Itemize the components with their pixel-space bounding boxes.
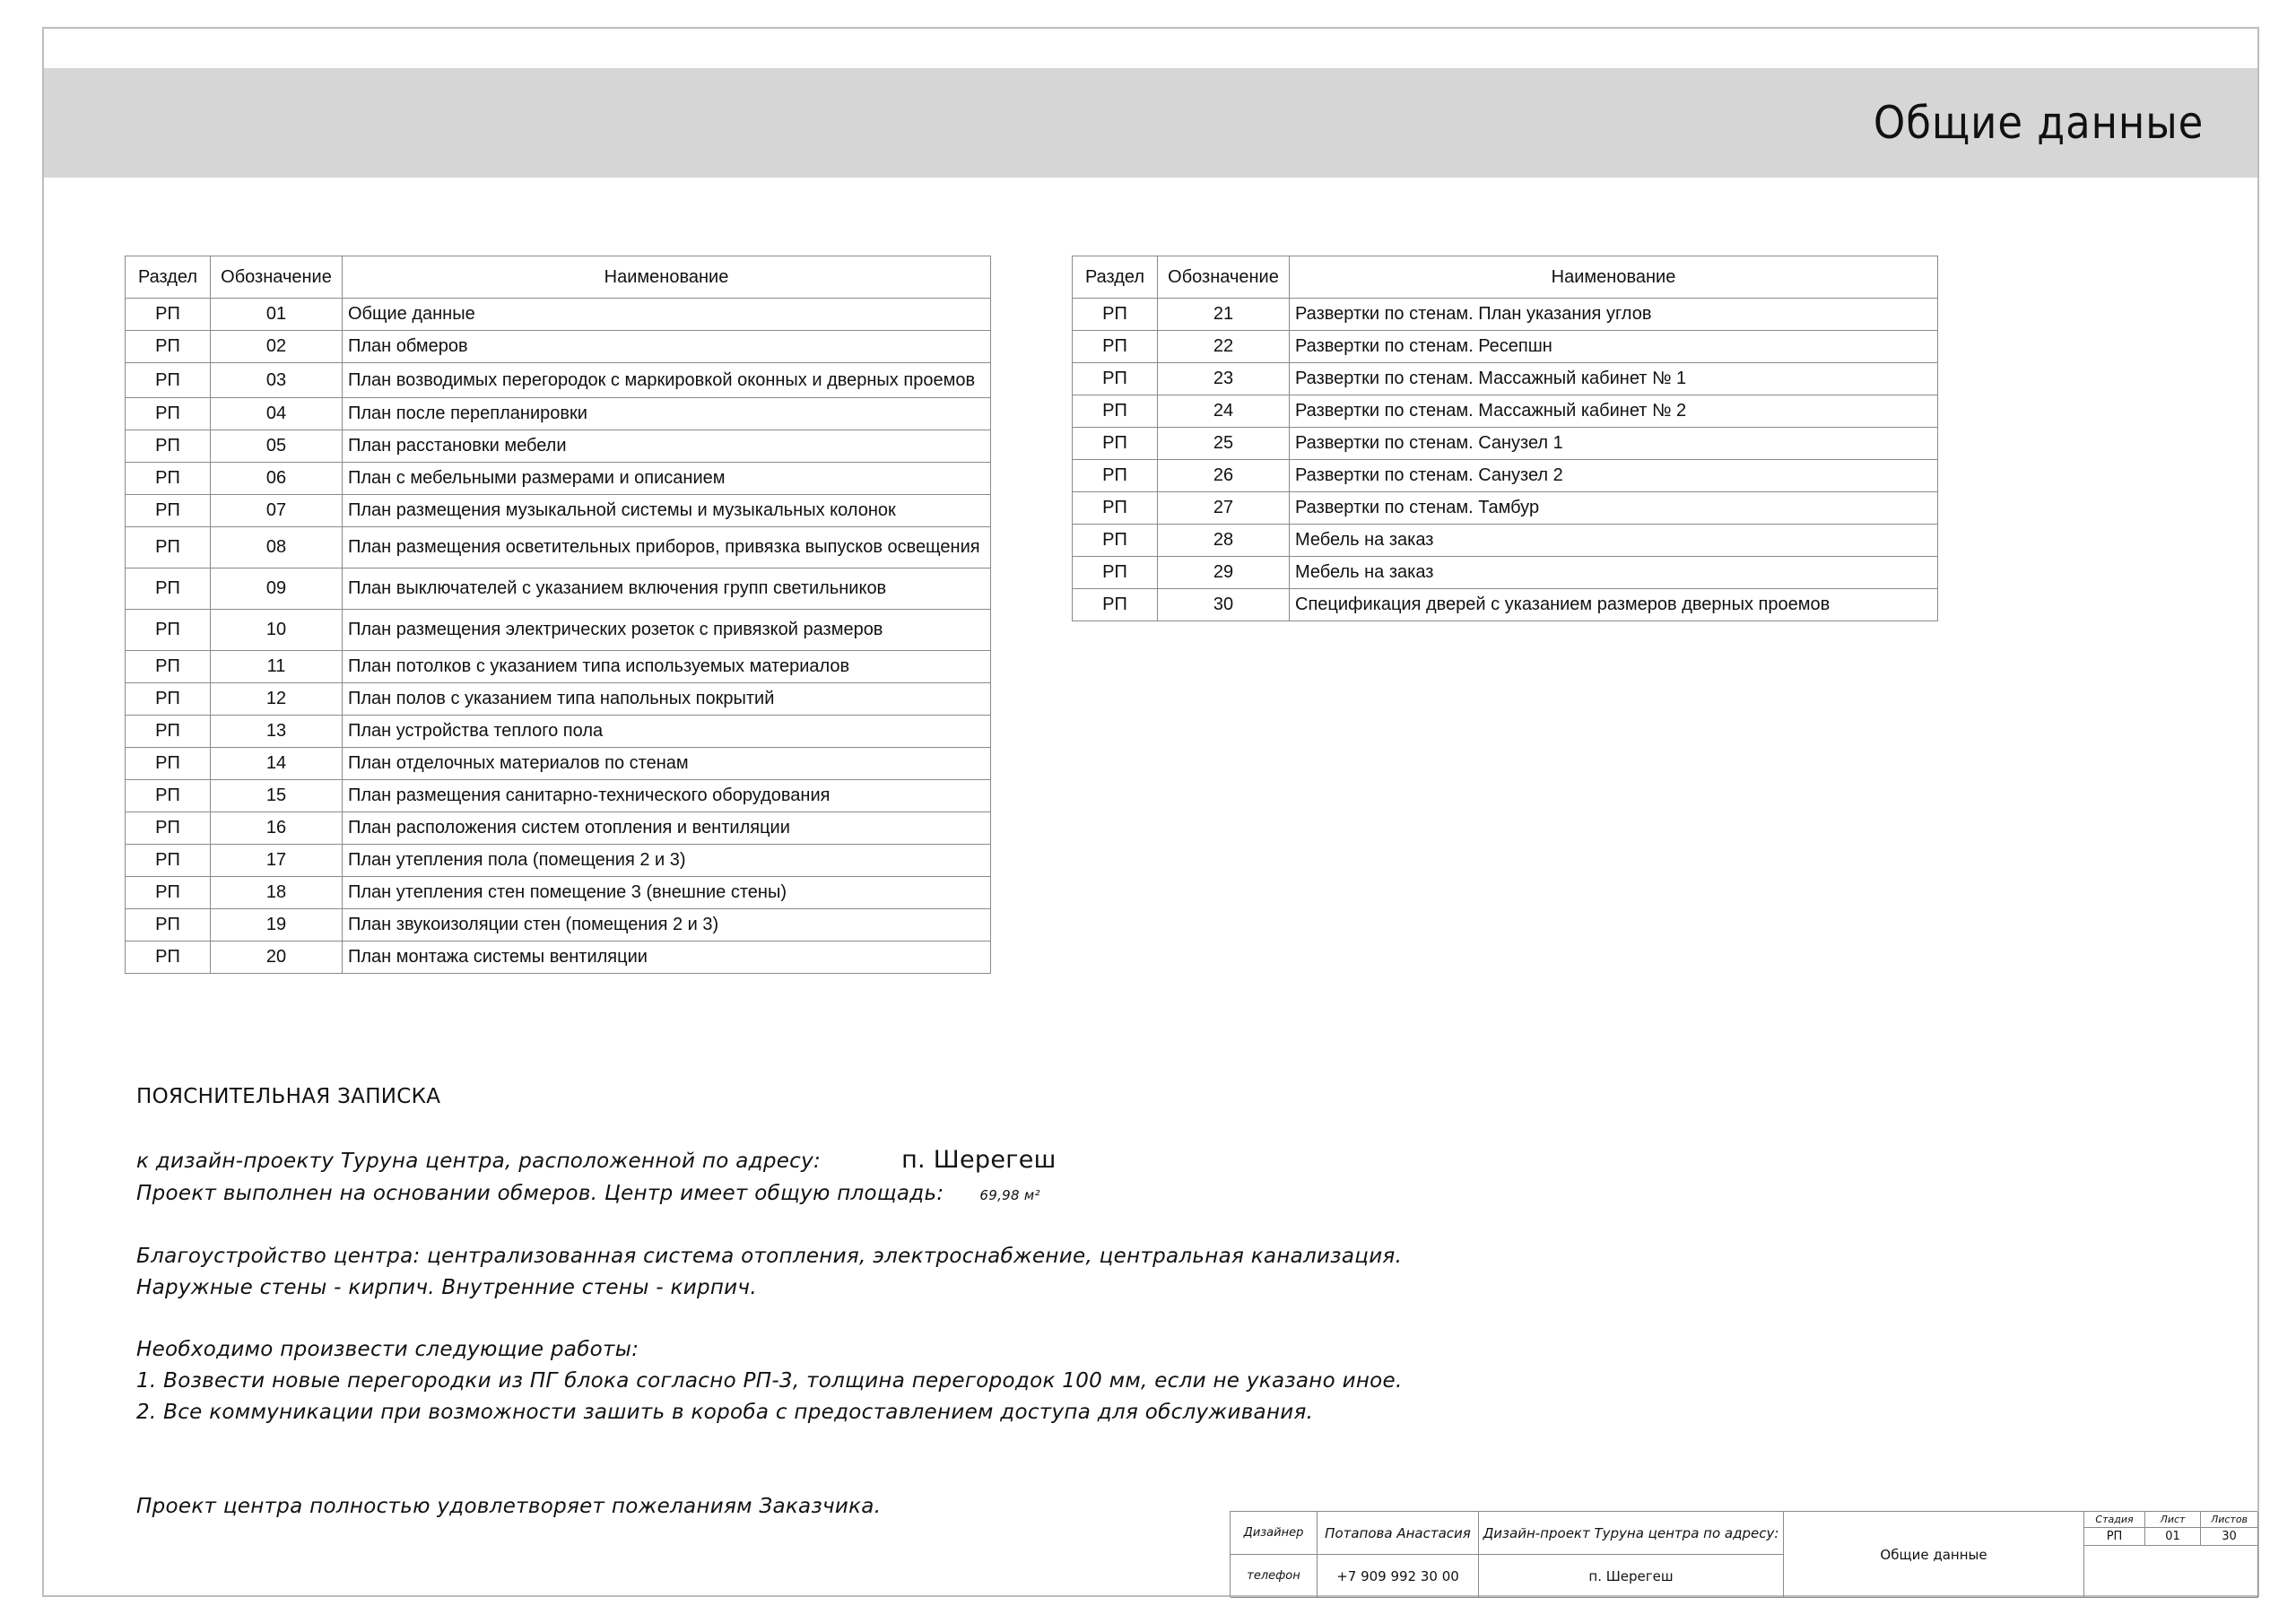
- stamp-lists-label: Листов: [2201, 1512, 2258, 1528]
- cell-razdel: РП: [126, 780, 211, 812]
- stamp-sheet-title: Общие данные: [1784, 1512, 2084, 1598]
- cell-razdel: РП: [1073, 460, 1158, 492]
- cell-razdel: РП: [126, 877, 211, 909]
- cell-oboznachenie: 26: [1158, 460, 1290, 492]
- table-row: [1073, 331, 1938, 363]
- table-row: [1073, 428, 1938, 460]
- cell-razdel: РП: [126, 812, 211, 845]
- note-line8: Проект центра полностью удовлетворяет пожеланиям Заказчика.: [136, 1495, 882, 1518]
- table-row: [126, 398, 991, 430]
- stamp-designer-name: Потапова Анастасия: [1318, 1512, 1479, 1555]
- note-line6: 1. Возвести новые перегородки из ПГ блока согласно РП-3, толщина перегородок 100 мм, если не указано иное.: [136, 1369, 1403, 1393]
- note-area: 69,98 м²: [979, 1187, 1040, 1203]
- cell-razdel: РП: [126, 716, 211, 748]
- stamp-address: п. Шерегеш: [1479, 1555, 1784, 1598]
- column-header-razdel: Раздел: [1073, 256, 1158, 299]
- cell-razdel: РП: [1073, 331, 1158, 363]
- cell-naimenovanie: План утепления пола (помещения 2 и 3): [343, 845, 991, 877]
- column-header-naimenovanie: Наименование: [343, 256, 991, 299]
- column-header-oboznachenie: Обозначение: [211, 256, 343, 299]
- cell-razdel: РП: [126, 430, 211, 463]
- table-row: [126, 780, 991, 812]
- table-row: [126, 812, 991, 845]
- cell-razdel: РП: [126, 527, 211, 568]
- table-row: [126, 942, 991, 974]
- cell-razdel: РП: [1073, 525, 1158, 557]
- header-band: [44, 68, 2257, 178]
- cell-naimenovanie: Мебель на заказ: [1290, 525, 1938, 557]
- note-line2: Проект выполнен на основании обмеров. Центр имеет общую площадь:: [136, 1182, 944, 1205]
- cell-oboznachenie: 23: [1158, 363, 1290, 395]
- note-address: п. Шерегеш: [901, 1146, 1057, 1174]
- cell-razdel: РП: [126, 568, 211, 610]
- stamp-lists: 30: [2201, 1528, 2258, 1546]
- cell-oboznachenie: 22: [1158, 331, 1290, 363]
- column-header-oboznachenie: Обозначение: [1158, 256, 1290, 299]
- cell-oboznachenie: 30: [1158, 589, 1290, 621]
- cell-razdel: РП: [126, 398, 211, 430]
- cell-naimenovanie: Развертки по стенам. План указания углов: [1290, 299, 1938, 331]
- table-row: [126, 683, 991, 716]
- table-row: [126, 463, 991, 495]
- column-header-naimenovanie: Наименование: [1290, 256, 1938, 299]
- stamp-phone-label: телефон: [1231, 1555, 1318, 1598]
- table-row: [126, 363, 991, 398]
- cell-oboznachenie: 06: [211, 463, 343, 495]
- cell-razdel: РП: [1073, 428, 1158, 460]
- table-row: [126, 299, 991, 331]
- stamp-project: Дизайн-проект Туруна центра по адресу:: [1479, 1512, 1784, 1555]
- cell-razdel: РП: [1073, 557, 1158, 589]
- cell-naimenovanie: План расположения систем отопления и вентиляции: [343, 812, 991, 845]
- cell-naimenovanie: План размещения музыкальной системы и музыкальных колонок: [343, 495, 991, 527]
- cell-naimenovanie: План размещения электрических розеток с привязкой размеров: [343, 610, 991, 651]
- stamp-designer-label: Дизайнер: [1231, 1512, 1318, 1555]
- cell-oboznachenie: 17: [211, 845, 343, 877]
- cell-oboznachenie: 24: [1158, 395, 1290, 428]
- table-header-row: [126, 256, 991, 299]
- cell-naimenovanie: Общие данные: [343, 299, 991, 331]
- cell-razdel: РП: [1073, 589, 1158, 621]
- column-header-razdel: Раздел: [126, 256, 211, 299]
- cell-oboznachenie: 07: [211, 495, 343, 527]
- stamp-phone: +7 909 992 30 00: [1318, 1555, 1479, 1598]
- cell-oboznachenie: 03: [211, 363, 343, 398]
- cell-naimenovanie: Спецификация дверей с указанием размеров дверных проемов: [1290, 589, 1938, 621]
- cell-oboznachenie: 13: [211, 716, 343, 748]
- sheet-list-table-right: [1072, 256, 1938, 621]
- cell-oboznachenie: 11: [211, 651, 343, 683]
- cell-oboznachenie: 19: [211, 909, 343, 942]
- cell-naimenovanie: План монтажа системы вентиляции: [343, 942, 991, 974]
- cell-oboznachenie: 02: [211, 331, 343, 363]
- table-row: [1073, 589, 1938, 621]
- cell-naimenovanie: План расстановки мебели: [343, 430, 991, 463]
- cell-oboznachenie: 05: [211, 430, 343, 463]
- cell-naimenovanie: Развертки по стенам. Массажный кабинет № 1: [1290, 363, 1938, 395]
- page-title: Общие данные: [1873, 97, 2204, 149]
- cell-naimenovanie: Развертки по стенам. Массажный кабинет № 2: [1290, 395, 1938, 428]
- table-row: [126, 845, 991, 877]
- note-line7: 2. Все коммуникации при возможности зашить в короба с предоставлением доступа для обслуживания.: [136, 1401, 1314, 1424]
- cell-oboznachenie: 21: [1158, 299, 1290, 331]
- cell-oboznachenie: 09: [211, 568, 343, 610]
- cell-razdel: РП: [126, 651, 211, 683]
- cell-naimenovanie: План размещения санитарно-технического оборудования: [343, 780, 991, 812]
- cell-naimenovanie: План утепления стен помещение 3 (внешние стены): [343, 877, 991, 909]
- cell-naimenovanie: План обмеров: [343, 331, 991, 363]
- table-row: [126, 331, 991, 363]
- stamp-empty-cell: [2084, 1546, 2258, 1598]
- table-row: [126, 877, 991, 909]
- table-row: [1073, 492, 1938, 525]
- cell-oboznachenie: 28: [1158, 525, 1290, 557]
- table-row: [126, 527, 991, 568]
- cell-oboznachenie: 15: [211, 780, 343, 812]
- cell-naimenovanie: План после перепланировки: [343, 398, 991, 430]
- cell-razdel: РП: [126, 463, 211, 495]
- cell-razdel: РП: [1073, 363, 1158, 395]
- table-row: [126, 568, 991, 610]
- cell-razdel: РП: [126, 610, 211, 651]
- cell-naimenovanie: План полов с указанием типа напольных покрытий: [343, 683, 991, 716]
- cell-naimenovanie: Мебель на заказ: [1290, 557, 1938, 589]
- cell-naimenovanie: План устройства теплого пола: [343, 716, 991, 748]
- table-row: [126, 430, 991, 463]
- stamp-stage-label: Стадия: [2084, 1512, 2145, 1528]
- cell-oboznachenie: 10: [211, 610, 343, 651]
- table-row: [126, 610, 991, 651]
- cell-oboznachenie: 25: [1158, 428, 1290, 460]
- cell-oboznachenie: 18: [211, 877, 343, 909]
- note-line1: к дизайн-проекту Туруна центра, расположенной по адресу:: [136, 1150, 822, 1173]
- stamp-list-label: Лист: [2145, 1512, 2201, 1528]
- cell-razdel: РП: [126, 909, 211, 942]
- cell-razdel: РП: [126, 331, 211, 363]
- table-row: [126, 909, 991, 942]
- table-row: [1073, 557, 1938, 589]
- cell-oboznachenie: 14: [211, 748, 343, 780]
- cell-razdel: РП: [126, 845, 211, 877]
- cell-razdel: РП: [1073, 395, 1158, 428]
- cell-razdel: РП: [126, 495, 211, 527]
- cell-razdel: РП: [1073, 492, 1158, 525]
- cell-razdel: РП: [126, 299, 211, 331]
- cell-naimenovanie: План отделочных материалов по стенам: [343, 748, 991, 780]
- cell-naimenovanie: План выключателей с указанием включения групп светильников: [343, 568, 991, 610]
- cell-oboznachenie: 20: [211, 942, 343, 974]
- cell-naimenovanie: Развертки по стенам. Тамбур: [1290, 492, 1938, 525]
- table-row: [126, 748, 991, 780]
- table-row: [126, 651, 991, 683]
- note-line5: Необходимо произвести следующие работы:: [136, 1338, 639, 1361]
- cell-naimenovanie: План возводимых перегородок с маркировкой оконных и дверных проемов: [343, 363, 991, 398]
- cell-razdel: РП: [126, 748, 211, 780]
- stamp-stage: РП: [2084, 1528, 2145, 1546]
- table-row: [126, 716, 991, 748]
- cell-oboznachenie: 08: [211, 527, 343, 568]
- table-row: [1073, 525, 1938, 557]
- cell-oboznachenie: 01: [211, 299, 343, 331]
- table-row: [1073, 363, 1938, 395]
- cell-naimenovanie: План потолков с указанием типа используемых материалов: [343, 651, 991, 683]
- stamp-list: 01: [2145, 1528, 2201, 1546]
- sheet-list-table-left: [125, 256, 991, 974]
- cell-razdel: РП: [126, 363, 211, 398]
- note-line4: Наружные стены - кирпич. Внутренние стены - кирпич.: [136, 1276, 757, 1299]
- cell-razdel: РП: [1073, 299, 1158, 331]
- cell-oboznachenie: 12: [211, 683, 343, 716]
- table-row: [1073, 395, 1938, 428]
- cell-naimenovanie: Развертки по стенам. Ресепшн: [1290, 331, 1938, 363]
- table-row: [1073, 460, 1938, 492]
- cell-naimenovanie: План с мебельными размерами и описанием: [343, 463, 991, 495]
- cell-razdel: РП: [126, 942, 211, 974]
- note-line-area: [136, 1182, 1040, 1205]
- cell-naimenovanie: Развертки по стенам. Санузел 2: [1290, 460, 1938, 492]
- cell-razdel: РП: [126, 683, 211, 716]
- cell-naimenovanie: План размещения осветительных приборов, привязка выпусков освещения: [343, 527, 991, 568]
- cell-oboznachenie: 29: [1158, 557, 1290, 589]
- note-line-address: [136, 1146, 1057, 1174]
- cell-naimenovanie: Развертки по стенам. Санузел 1: [1290, 428, 1938, 460]
- table-row: [126, 495, 991, 527]
- cell-oboznachenie: 04: [211, 398, 343, 430]
- note-heading: ПОЯСНИТЕЛЬНАЯ ЗАПИСКА: [136, 1085, 441, 1108]
- table-header-row: [1073, 256, 1938, 299]
- note-line3: Благоустройство центра: централизованная система отопления, электроснабжение, центральная канализация.: [136, 1245, 1403, 1268]
- table-row: [1073, 299, 1938, 331]
- cell-naimenovanie: План звукоизоляции стен (помещения 2 и 3): [343, 909, 991, 942]
- cell-oboznachenie: 16: [211, 812, 343, 845]
- title-block: [1230, 1511, 2257, 1597]
- cell-oboznachenie: 27: [1158, 492, 1290, 525]
